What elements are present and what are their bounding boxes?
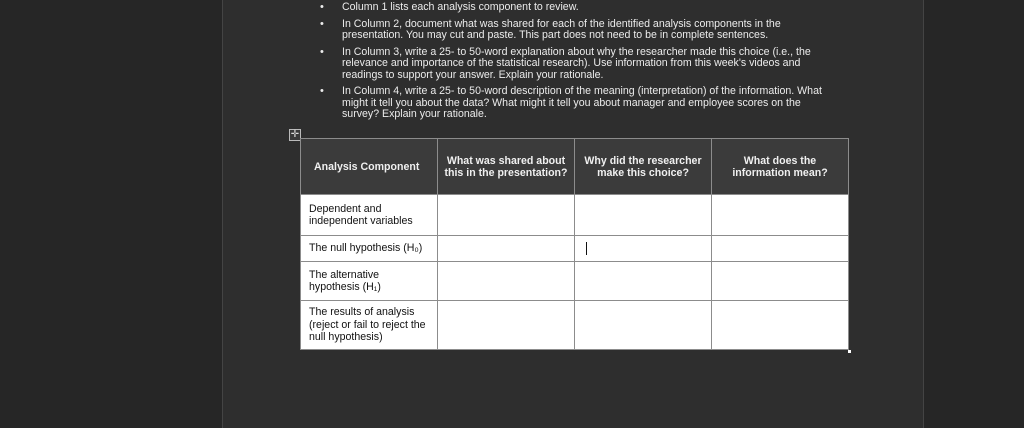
table-cell[interactable] [438,301,575,350]
row-label[interactable]: The alternative hypothesis (H₁) [301,262,438,301]
header-why-researcher-choice: Why did the researcher make this choice? [575,139,712,195]
table-cell[interactable] [438,195,575,236]
table-cell[interactable] [712,301,849,350]
table-cell[interactable] [575,195,712,236]
table-row [301,301,849,350]
table-cell[interactable] [712,236,849,262]
table-row [301,195,849,236]
header-what-was-shared: What was shared about this in the presentation? [438,139,575,195]
table-cell[interactable] [712,262,849,301]
instruction-item: • In Column 3, write a 25- to 50-word explanation about why the researcher made this choice (i.e., the relevance and importance of the statistical research). Use information from this week's videos and readings to support your answer. Explain your rationale. [316,47,836,82]
row-label[interactable]: Dependent and independent variables [301,195,438,236]
analysis-table [300,138,849,350]
table-cell-active[interactable] [575,236,712,262]
row-label[interactable]: The null hypothesis (H₀) [301,236,438,262]
header-analysis-component: Analysis Component [301,139,438,195]
table-cell[interactable] [712,195,849,236]
instruction-item: • In Column 2, document what was shared for each of the identified analysis components in the presentation. You may cut and paste. This part does not need to be in complete sentences. [316,19,836,42]
instruction-list [316,2,836,126]
table-header-row [301,139,849,195]
table-cell[interactable] [575,301,712,350]
header-information-meaning: What does the information mean? [712,139,849,195]
table-move-handle-icon[interactable]: ✛ [290,129,300,140]
table-row [301,236,849,262]
table-row [301,262,849,301]
table-resize-handle[interactable] [848,350,851,353]
instruction-item: • In Column 4, write a 25- to 50-word description of the meaning (interpretation) of the information. What might it tell you about the data? What might it tell you about manager and employee scores on the survey? Explain your rationale. [316,86,836,121]
table-cell[interactable] [438,262,575,301]
instruction-item: • Column 1 lists each analysis component to review. [316,2,836,14]
row-label[interactable]: The results of analysis (reject or fail to reject the null hypothesis) [301,301,438,350]
table-cell[interactable] [438,236,575,262]
text-cursor [586,242,587,255]
table-cell[interactable] [575,262,712,301]
